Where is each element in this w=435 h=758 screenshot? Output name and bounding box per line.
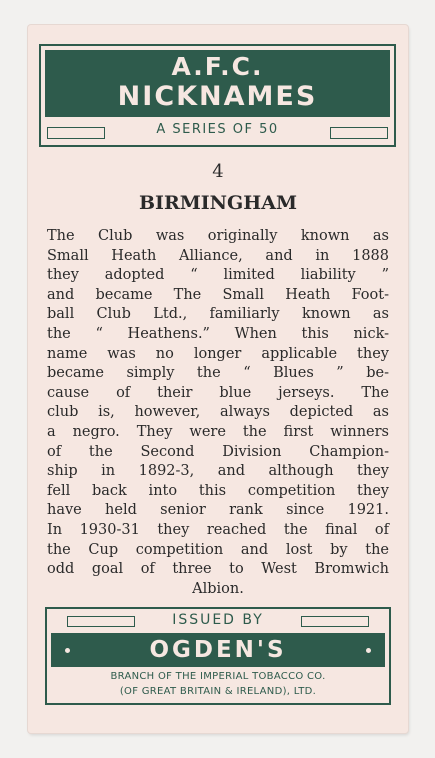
header-banner [45,50,390,117]
text-line: have held senior rank since 1921. [47,502,389,519]
text-line: ship in 1892-3, and although they [47,463,389,480]
text-line: cause of their blue jerseys. The [47,384,389,401]
issued-by-label: ISSUED BY [172,612,264,628]
footer-right-bar [301,616,369,627]
text-line: odd goal of three to West Bromwich [47,561,389,578]
dot-ornament [366,648,371,653]
text-line: of the Second Division Champion- [47,443,389,460]
text-line: name was no longer applicable they [47,345,389,362]
header-panel [39,44,396,147]
company-line-2: (OF GREAT BRITAIN & IRELAND), LTD. [119,686,317,697]
title-afc: A.F.C. [171,52,264,81]
title-nicknames: NICKNAMES [117,81,318,112]
text-line: Small Heath Alliance, and in 1888 [47,247,389,264]
text-line: The Club was originally known as [47,228,389,244]
header-right-bar [330,127,388,139]
brand-name: OGDEN'S [149,637,287,663]
text-line: Albion. [192,580,244,597]
text-line: ball Club Ltd., familiarly known as [47,306,389,323]
text-line: club is, however, always depicted as [47,404,389,421]
card-number: 4 [212,161,224,182]
text-line: In 1930-31 they reached the final of [47,521,389,538]
footer-panel [45,607,391,705]
text-line: the “ Heathens.” When this nick- [47,325,389,342]
text-line: they adopted “ limited liability ” [47,267,389,284]
company-line-1: BRANCH OF THE IMPERIAL TOBACCO CO. [110,671,326,682]
cigarette-card [28,25,408,733]
team-name: BIRMINGHAM [139,192,297,214]
description-text [47,227,389,599]
series-label: A SERIES OF 50 [156,122,279,137]
text-line: fell back into this competition they [47,482,389,499]
dot-ornament [65,648,70,653]
text-line: became simply the “ Blues ” be- [47,365,389,382]
text-line: a negro. They were the first winners [47,423,389,440]
brand-banner [51,633,385,667]
text-line: and became The Small Heath Foot- [47,286,389,303]
text-line: the Cup competition and lost by the [47,541,389,558]
